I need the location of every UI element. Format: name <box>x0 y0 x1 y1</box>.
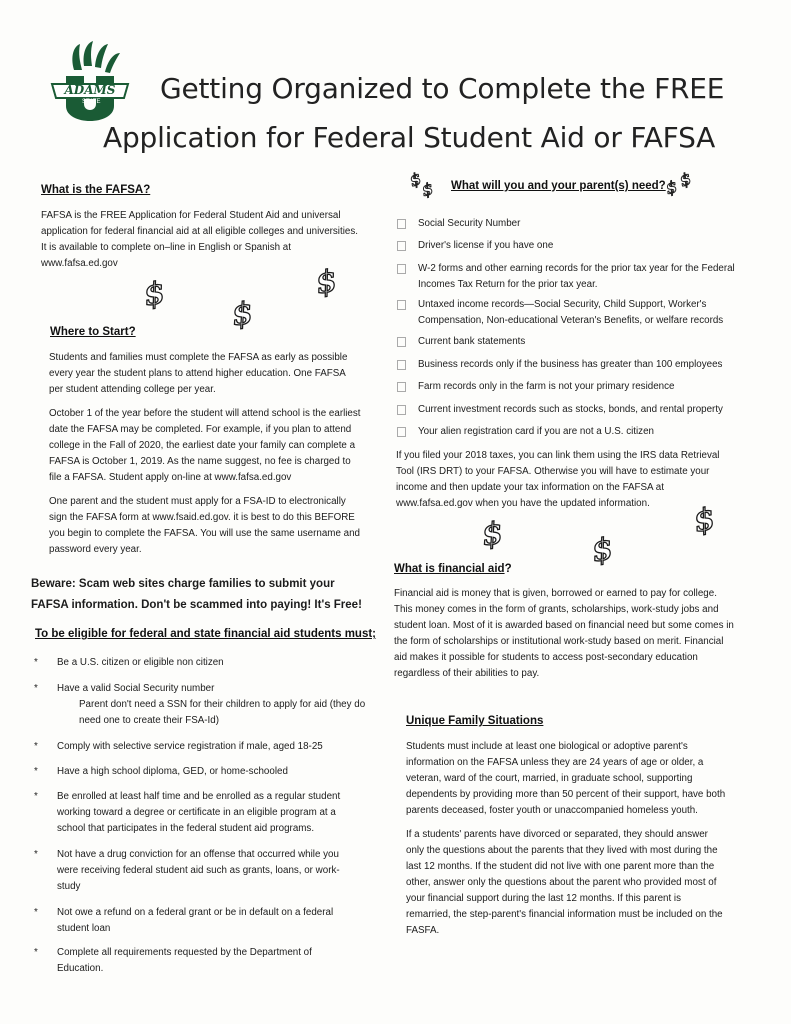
where-to-start-paragraph: October 1 of the year before the student will attend school is the earliest date the FAFSA may be completed. For example, if you plan to attend college in the Fall of 2020, the earliest date your family can complete a FAFSA is October 1, 2019. As the name suggest, no fee is charged to file a FAFSA. Student apply on-line at www.fafsa.ed.gov <box>49 408 361 483</box>
bullet-star-icon: * <box>34 907 38 918</box>
what-is-fafsa-text: FAFSA is the FREE Application for Federal Student Aid and universal application for federal financial aid at all eligible colleges and universities. It is available to complete on–line in English or Spanish at www.fafsa.ed.gov <box>41 210 358 269</box>
checkbox-icon <box>397 427 406 437</box>
bullet-star-icon: * <box>34 947 38 958</box>
checkbox-icon <box>397 219 406 229</box>
checklist-item: Business records only if the business has greater than 100 employees <box>397 357 737 373</box>
where-to-start-paragraph: One parent and the student must apply for a FSA-ID to electronically sign the FAFSA form at www.fsaid.ed.gov. it is best to do this BEFORE you begin to complete the FAFSA. You will use the same username and password every year. <box>49 496 360 555</box>
checklist-item: W-2 forms and other earning records for the prior tax year for the Federal Incomes Tax Return for the prior tax year. <box>397 261 737 293</box>
what-is-fafsa-heading: What is the FAFSA? <box>41 184 151 196</box>
checkbox-icon <box>397 405 406 415</box>
dollar-sign-icon: $ <box>663 176 680 199</box>
eligibility-heading: To be eligible for federal and state financial aid students must; <box>35 628 377 640</box>
logo-text-state: STATE <box>82 99 101 105</box>
dollar-sign-icon: $ <box>406 168 424 191</box>
checkbox-icon <box>397 382 406 392</box>
checklist-item: Untaxed income records—Social Security, Child Support, Worker's Compensation, Non-educational Veteran's Benefits, or welfare records <box>397 297 742 329</box>
logo-text-adams: ADAMS <box>64 83 116 97</box>
checklist-item: Farm records only in the farm is not your primary residence <box>397 379 737 395</box>
financial-aid-heading: What is financial aid? <box>394 563 512 575</box>
dollar-sign-icon: $ <box>419 178 436 201</box>
checkbox-icon <box>397 300 406 310</box>
checklist-item: Your alien registration card if you are not a U.S. citizen <box>397 424 737 440</box>
bullet-star-icon: * <box>34 791 38 802</box>
unique-family-heading: Unique Family Situations <box>406 715 544 727</box>
unique-family-paragraph: Students must include at least one biological or adoptive parent's information on the FAFSA unless they are 24 years of age or older, a veteran, ward of the court, married, in graduate school, supporting dependents by providing more than 50 percent of their support, have both parents deceased, foster youth or unaccompanied homeless youth. <box>406 741 726 816</box>
adams-state-logo <box>50 40 130 126</box>
dollar-sign-icon: $ <box>313 263 340 302</box>
checklist-item: Current investment records such as stocks, bonds, and rental property <box>397 402 737 418</box>
bullet-star-icon: * <box>34 741 38 752</box>
dollar-sign-icon: $ <box>589 531 616 570</box>
where-to-start-heading: Where to Start? <box>50 326 136 338</box>
unique-family-body <box>406 739 728 939</box>
bullet-star-icon: * <box>34 849 38 860</box>
irs-drt-text: If you filed your 2018 taxes, you can link them using the IRS data Retrieval Tool (IRS DRT) to your FAFSA. Otherwise you will have to estimate your income and then update your tax information on the FAFSA at www.fafsa.ed.gov when you have the updated information. <box>396 450 720 509</box>
unique-family-paragraph: If a students' parents have divorced or separated, they should answer only the questions about the parents that they lived with most during the last 12 months. If the student did not live with one parent more than the other, answer only the questions about the parent who provided most of your financial support during the last 12 months. If this parent is remarried, the step-parent's financial information must be included on the FASFA. <box>406 829 723 936</box>
bullet-star-icon: * <box>34 657 38 668</box>
scam-warning: Beware: Scam web sites charge families to submit your FAFSA information. Don't be scammed into paying! It's Free! <box>31 578 362 611</box>
checkbox-icon <box>397 241 406 251</box>
where-to-start-body <box>49 350 361 558</box>
page-title-line1: Getting Organized to Complete the FREE <box>160 72 725 105</box>
financial-aid-text: Financial aid is money that is given, borrowed or earned to pay for college. This money comes in the form of grants, scholarships, work-study jobs and student loan. Most of it is awarded based on financial need but some comes in the form of scholarships or institutional work-study based on merit. Financial aid makes it possible for students to access post-secondary education regardless of their abilities to pay. <box>394 588 734 679</box>
checklist-item: Social Security Number <box>397 216 737 232</box>
what-you-need-heading: What will you and your parent(s) need? <box>451 180 666 192</box>
checkbox-icon <box>397 360 406 370</box>
checklist-item: Driver's license if you have one <box>397 238 737 254</box>
checklist-item: Current bank statements <box>397 334 737 350</box>
dollar-sign-icon: $ <box>690 501 719 540</box>
checkbox-icon <box>397 264 406 274</box>
bullet-star-icon: * <box>34 683 38 694</box>
bullet-star-icon: * <box>34 766 38 777</box>
dollar-sign-icon: $ <box>141 275 168 314</box>
ssn-note: Parent don't need a SSN for their children to apply for aid (they do need one to create their FSA-Id) <box>79 699 366 726</box>
checkbox-icon <box>397 337 406 347</box>
dollar-sign-icon: $ <box>479 515 506 554</box>
dollar-sign-icon: $ <box>229 295 256 334</box>
page-title-line2: Application for Federal Student Aid or FAFSA <box>103 121 716 154</box>
where-to-start-paragraph: Students and families must complete the FAFSA as early as possible every year the student plans to attend higher education. One FAFSA per student attending college per year. <box>49 352 348 395</box>
dollar-sign-icon: $ <box>676 168 694 191</box>
